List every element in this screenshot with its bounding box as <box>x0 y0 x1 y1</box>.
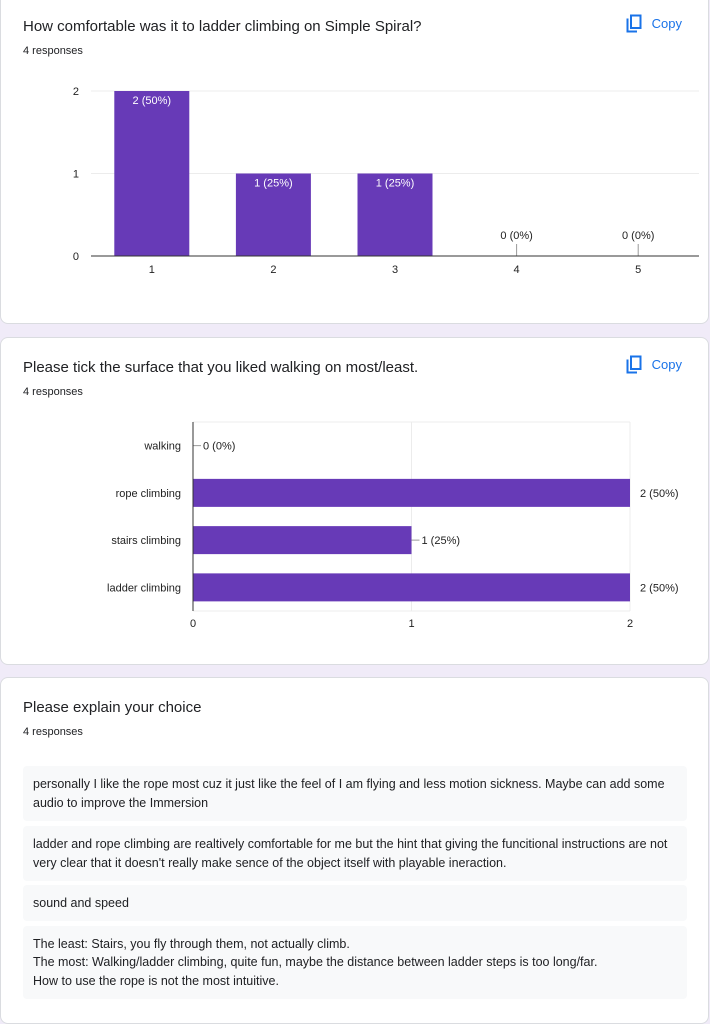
x-tick-label: 5 <box>635 264 642 276</box>
data-label: 1 (25%) <box>254 177 293 190</box>
bar <box>114 91 189 256</box>
bar <box>193 526 412 554</box>
response-count: 4 responses <box>23 726 83 738</box>
response-item: personally I like the rope most cuz it just like the feel of I am flying and less motion sickness. Maybe can add some audio to improve the Immersion <box>23 766 687 821</box>
response-count: 4 responses <box>23 386 83 398</box>
x-tick-label: 3 <box>391 264 399 276</box>
data-label: 2 (50%) <box>132 95 172 107</box>
response-item: sound and speed <box>23 885 687 921</box>
data-label: 2 (50%) <box>640 582 679 595</box>
data-label: 1 (25%) <box>421 535 461 548</box>
response-item: ladder and rope climbing are realtively comfortable for me but the hint that giving the funcitional instructions are not very clear that it doesn't really make sence of the object itself with playable ineraction. <box>23 826 687 881</box>
bar <box>193 573 630 601</box>
x-tick-label: 2 <box>626 618 634 630</box>
category-label: rope climbing <box>115 487 181 500</box>
data-label: 2 (50%) <box>640 487 679 500</box>
question-card-1 <box>0 0 709 324</box>
response-item: The least: Stairs, you fly through them, not actually climb. The most: Walking/ladder climbing, quite fun, maybe the distance between ladder steps is too long/far. How to use the rope is not the most intuitive. <box>23 926 687 999</box>
question-card-2 <box>0 337 709 665</box>
data-label: 1 (25%) <box>375 177 415 190</box>
y-tick-label: 1 <box>72 168 79 181</box>
response-count: 4 responses <box>23 45 83 57</box>
copy-label: Copy <box>651 16 682 31</box>
copy-label: Copy <box>651 357 682 372</box>
x-tick-label: 2 <box>270 264 277 276</box>
category-label: walking <box>144 440 181 453</box>
x-tick-label: 1 <box>408 618 415 630</box>
x-tick-label: 0 <box>189 618 197 630</box>
question-card-3 <box>0 677 709 1024</box>
bar <box>193 479 630 507</box>
question-title: Please tick the surface that you liked walking on most/least. <box>23 359 419 376</box>
question-title: Please explain your choice <box>23 699 202 716</box>
data-label: 0 (0%) <box>203 440 236 453</box>
horizontal-bar-chart <box>1 338 710 638</box>
x-tick-label: 4 <box>513 264 520 276</box>
data-label: 0 (0%) <box>621 230 655 242</box>
data-label: 0 (0%) <box>500 230 533 242</box>
y-tick-label: 0 <box>72 251 79 263</box>
category-label: ladder climbing <box>107 582 181 595</box>
vertical-bar-chart <box>1 0 710 291</box>
category-label: stairs climbing <box>111 535 181 548</box>
y-tick-label: 2 <box>72 86 79 98</box>
x-tick-label: 1 <box>148 264 155 276</box>
question-title: How comfortable was it to ladder climbing on Simple Spiral? <box>23 18 422 35</box>
